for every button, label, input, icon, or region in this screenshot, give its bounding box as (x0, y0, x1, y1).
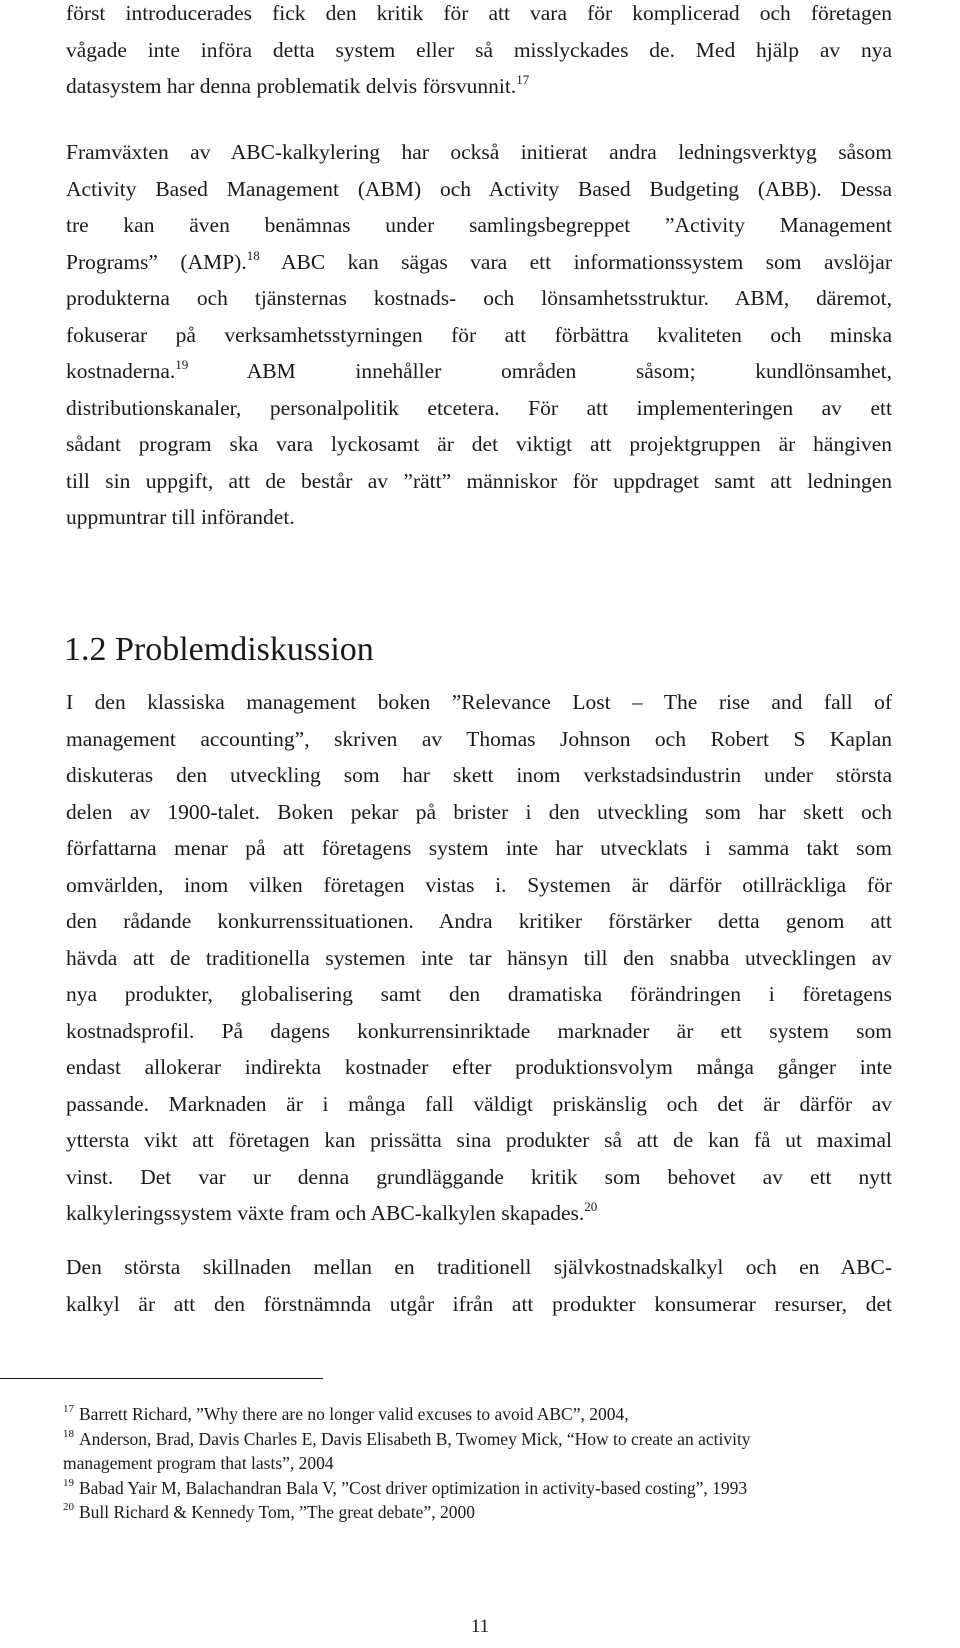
footnote-20 (63, 1500, 923, 1525)
text-line: passande. Marknaden är i många fall väldigt priskänslig och det är därför av (66, 1091, 892, 1116)
paragraph-abc-difference (66, 1249, 892, 1322)
paragraph-problem-discussion (66, 684, 892, 1232)
text-line: Framväxten av ABC-kalkylering har också initierat andra ledningsverktyg såsom (66, 140, 892, 164)
footnotes (63, 1402, 923, 1525)
text-line: tre kan även benämnas under samlingsbegreppet ”Activity Management (66, 213, 892, 237)
text-line: endast allokerar indirekta kostnader efter produktionsvolym många gånger inte (66, 1055, 892, 1079)
text-line: Den största skillnaden mellan en traditionell självkostnadskalkyl och en ABC- (66, 1255, 892, 1279)
text-line: delen av 1900-talet. Boken pekar på brister i den utveckling som har skett och (66, 799, 892, 824)
footnote-text: Barrett Richard, ”Why there are no longer valid excuses to avoid ABC”, 2004, (79, 1404, 629, 1424)
text-line: kostnadsprofil. På dagens konkurrensinriktade marknader är ett system som (66, 1018, 892, 1043)
footnote-ref: 20 (584, 1199, 598, 1214)
text-line: diskuteras den utveckling som har skett inom verkstadsindustrin under största (66, 763, 892, 787)
text-line: management accounting”, skriven av Thomas Johnson och Robert S Kaplan (66, 726, 892, 751)
footnote-text: Babad Yair M, Balachandran Bala V, ”Cost driver optimization in activity-based costing”, 1993 (79, 1477, 748, 1498)
footnote-number: 20 (63, 1501, 74, 1513)
footnote-17 (63, 1402, 923, 1427)
text-line-content: datasystem har denna problematik delvis försvunnit. (66, 74, 517, 98)
footnote-18-continuation: management program that lasts”, 2004 (63, 1453, 334, 1473)
text-line: I den klassiska management boken ”Relevance Lost – The rise and fall of (66, 690, 892, 714)
paragraph-intro-continuation (66, 0, 892, 105)
footnote-ref: 17 (516, 72, 530, 87)
text-line: distributionskanaler, personalpolitik etcetera. För att implementeringen av ett (66, 395, 892, 420)
text-line (66, 1195, 892, 1232)
text-line: Activity Based Management (ABM) och Activity Based Budgeting (ABB). Dessa (66, 176, 892, 201)
footnote-number: 18 (63, 1427, 74, 1440)
text-line: omvärlden, inom vilken företagen vistas i. Systemen är därför otillräckliga för (66, 872, 892, 897)
section-heading: 1.2 Problemdiskussion (64, 631, 374, 668)
text-line: sådant program ska vara lyckosamt är det viktigt att projektgruppen är hängiven (66, 432, 892, 456)
text-line: uppmuntrar till införandet. (66, 505, 295, 529)
footnote-separator (0, 1378, 323, 1379)
text-line: kalkyl är att den förstnämnda utgår ifrån att produkter konsumerar resurser, det (66, 1291, 892, 1316)
footnote-number: 17 (63, 1403, 74, 1415)
footnote-text: Bull Richard & Kennedy Tom, ”The great debate”, 2000 (79, 1502, 475, 1522)
text-line: till sin uppgift, att de består av ”rätt” människor för uppdraget samt att ledningen (66, 468, 892, 493)
text-line (66, 68, 892, 105)
text-line: nya produkter, globalisering samt den dramatiska förändringen i företagens (66, 982, 892, 1006)
text-line: hävda att de traditionella systemen inte tar hänsyn till den snabba utvecklingen av (66, 945, 892, 970)
paragraph-management-tools (66, 134, 892, 536)
text-line: fokuserar på verksamhetsstyrningen för att förbättra kvaliteten och minska (66, 322, 892, 347)
footnote-ref: 18 (246, 247, 260, 263)
text-line (66, 244, 892, 281)
text-line-content: kostnaderna. (66, 359, 176, 383)
text-line: först introducerades fick den kritik för att vara för komplicerad och företagen (66, 1, 892, 25)
footnote-19 (63, 1476, 923, 1501)
footnote-text: Anderson, Brad, Davis Charles E, Davis Elisabeth B, Twomey Mick, “How to create an activity (79, 1428, 751, 1449)
footnote-number: 19 (63, 1476, 74, 1489)
text-line-content: ABM innehåller områden såsom; kundlönsamhet, (188, 359, 892, 383)
footnote-18 (63, 1427, 923, 1452)
text-line-content: kalkyleringssystem växte fram och ABC-kalkylen skapades. (66, 1201, 585, 1225)
text-line: den rådande konkurrenssituationen. Andra kritiker förstärker detta genom att (66, 909, 892, 933)
text-line-content: Programs” (AMP). (66, 249, 247, 274)
text-line: produkterna och tjänsternas kostnads- och lönsamhetsstruktur. ABM, däremot, (66, 286, 892, 310)
text-line: vågade inte införa detta system eller så misslyckades de. Med hjälp av nya (66, 37, 892, 62)
footnote-ref: 19 (175, 357, 189, 372)
text-line: vinst. Det var ur denna grundläggande kritik som behovet av ett nytt (66, 1164, 892, 1189)
text-line (66, 353, 892, 390)
text-line: yttersta vikt att företagen kan prissätta sina produkter så att de kan få ut maximal (66, 1128, 892, 1152)
text-line-content: ABC kan sägas vara ett informationssystem som avslöjar (259, 249, 892, 274)
page-number: 11 (470, 1616, 490, 1637)
text-line: författarna menar på att företagens system inte har utvecklats i samma takt som (66, 836, 892, 860)
